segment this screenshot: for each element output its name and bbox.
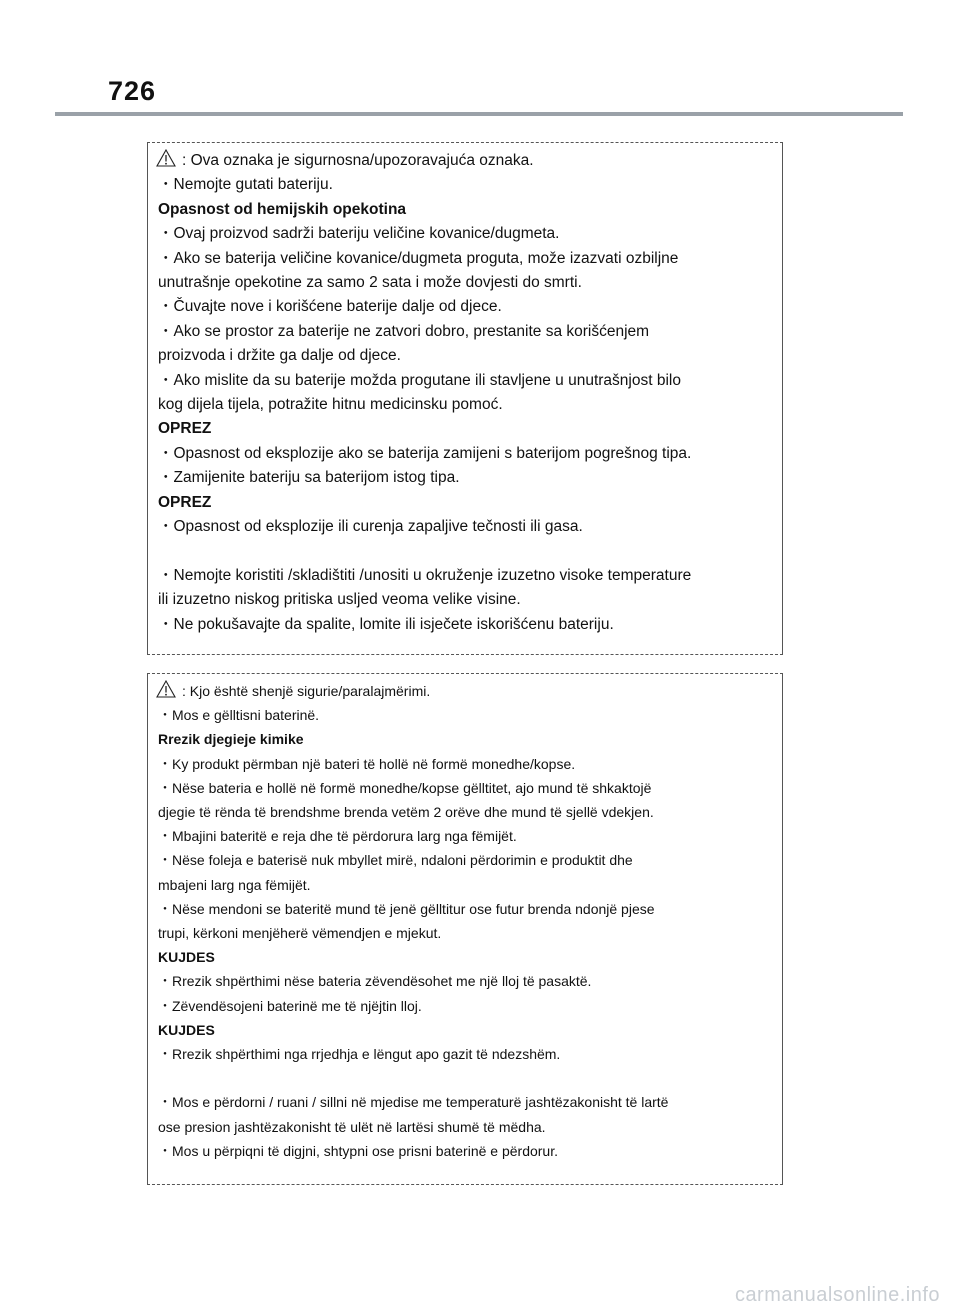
text-line: unutrašnje opekotine za samo 2 sata i može dovjesti do smrti. — [158, 274, 582, 292]
section-heading: Rrezik djegieje kimike — [158, 731, 304, 748]
text-line: ・Nëse mendoni se bateritë mund të jenë gëlltitur ose futur brenda ndonjë pjese — [158, 900, 655, 917]
blank-line — [158, 540, 782, 564]
section-heading: KUJDES — [158, 1021, 215, 1038]
text-line: ・Nëse bateria e hollë në formë monedhe/kopse gëlltitet, ajo mund të shkaktojë — [158, 779, 652, 796]
warning-triangle-icon — [156, 680, 176, 698]
text-line: ・Ky produkt përmban një bateri të hollë në formë monedhe/kopse. — [158, 755, 576, 772]
warning-heading — [158, 149, 782, 173]
text-line: ・Zamijenite bateriju sa baterijom istog tipa. — [158, 469, 460, 487]
text-line: kog dijela tijela, potražite hitnu medicinsku pomoć. — [158, 396, 503, 414]
warning-box-albanian — [147, 673, 783, 1185]
section-heading: KUJDES — [158, 949, 215, 966]
warning-box-bosnian — [147, 142, 783, 655]
text-line: ・Rrezik shpërthimi nëse bateria zëvendësohet me një lloj të pasaktë. — [158, 973, 592, 990]
blank-line — [158, 1066, 782, 1090]
warning-triangle-icon — [156, 149, 176, 167]
watermark: carmanualsonline.info — [734, 1284, 940, 1306]
text-line: ・Čuvajte nove i korišćene baterije dalje od djece. — [158, 298, 502, 316]
text-line: ・Zëvendësojeni baterinë me të njëjtin lloj. — [158, 997, 422, 1014]
text-line: mbajeni larg nga fëmijët. — [158, 876, 311, 893]
text-line: ・Ovaj proizvod sadrži bateriju veličine kovanice/dugmeta. — [158, 225, 560, 243]
text-line: djegie të rënda të brendshme brenda vetëm 2 orëve dhe mund të sjellë vdekjen. — [158, 804, 654, 821]
text-line: ・Nemojte gutati bateriju. — [158, 176, 333, 194]
text-line: proizvoda i držite ga dalje od djece. — [158, 347, 401, 365]
section-heading: OPREZ — [158, 493, 212, 511]
text-line: ・Mos u përpiqni të digjni, shtypni ose prisni baterinë e përdorur. — [158, 1142, 558, 1159]
warning-lines — [158, 703, 782, 1163]
header-rule — [55, 112, 903, 116]
warning-lines — [158, 173, 782, 637]
text-line: ・Ako se baterija veličine kovanice/dugmeta proguta, može izazvati ozbiljne — [158, 249, 679, 267]
text-line: ・Opasnost od eksplozije ili curenja zapaljive tečnosti ili gasa. — [158, 518, 583, 536]
text-line: ・Rrezik shpërthimi nga rrjedhja e lëngut apo gazit të ndezshëm. — [158, 1046, 561, 1063]
text-line: ・Nëse foleja e baterisë nuk mbyllet mirë, ndaloni përdorimin e produktit dhe — [158, 852, 633, 869]
text-line: ・Mos e përdorni / ruani / sillni në mjedise me temperaturë jashtëzakonisht të lartë — [158, 1094, 669, 1111]
text-line: ・Ne pokušavajte da spalite, lomite ili isječete iskorišćenu bateriju. — [158, 615, 614, 633]
section-heading: Opasnost od hemijskih opekotina — [158, 200, 407, 218]
text-line: ose presion jashtëzakonisht të ulët në lartësi shumë të mëdha. — [158, 1118, 546, 1135]
text-line: ・Ako mislite da su baterije možda progutane ili stavljene u unutrašnjost bilo — [158, 371, 681, 389]
text-line: ・Mos e gëlltisni baterinë. — [158, 707, 320, 724]
text-line: ・Ako se prostor za baterije ne zatvori dobro, prestanite sa korišćenjem — [158, 322, 650, 340]
text-line: trupi, kërkoni menjëherë vëmendjen e mjekut. — [158, 925, 442, 942]
section-heading: OPREZ — [158, 420, 212, 438]
page-number: 726 — [108, 76, 157, 106]
warning-heading-text: : Kjo është shenjë sigurie/paralajmërimi. — [182, 683, 431, 699]
text-line: ・Mbajini bateritë e reja dhe të përdorura larg nga fëmijët. — [158, 828, 517, 845]
warning-heading — [158, 679, 782, 703]
text-line: ili izuzetno niskog pritiska usljed veoma velike visine. — [158, 591, 521, 609]
text-line: ・Opasnost od eksplozije ako se baterija zamijeni s baterijom pogrešnog tipa. — [158, 444, 692, 462]
warning-heading-text: : Ova oznaka je sigurnosna/upozoravajuća oznaka. — [182, 152, 534, 169]
text-line: ・Nemojte koristiti /skladištiti /unositi u okruženje izuzetno visoke temperature — [158, 566, 692, 584]
